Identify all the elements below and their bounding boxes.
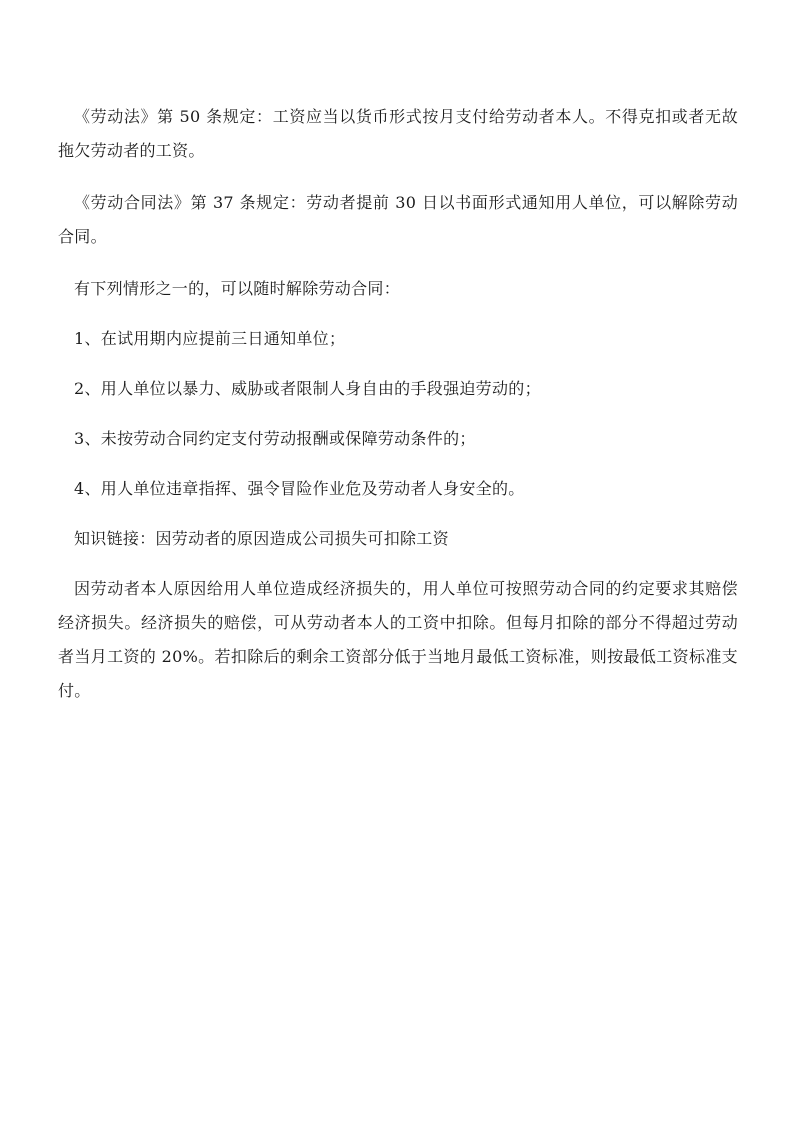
- list-item-2: 2、用人单位以暴力、威胁或者限制人身自由的手段强迫劳动的；: [74, 379, 541, 398]
- list-item-3: 3、未按劳动合同约定支付劳动报酬或保障劳动条件的；: [74, 429, 476, 448]
- list-item-1: 1、在试用期内应提前三日通知单位；: [74, 329, 346, 348]
- paragraph-wage-deduction: 因劳动者本人原因给用人单位造成经济损失的，用人单位可按照劳动合同的约定要求其赔偿经济损失。经济损失的赔偿，可从劳动者本人的工资中扣除。但每月扣除的部分不得超过劳动者当月工资的 20%。若扣除后的剩余工资部分低于当地月最低工资标准，则按最低工资标准支付。: [58, 579, 738, 700]
- paragraph-termination-intro: 有下列情形之一的，可以随时解除劳动合同：: [74, 279, 401, 298]
- paragraph-labor-law-article-50: 《劳动法》第 50 条规定：工资应当以货币形式按月支付给劳动者本人。不得克扣或者无故拖欠劳动者的工资。: [58, 107, 738, 160]
- knowledge-link-heading: 知识链接：因劳动者的原因造成公司损失可扣除工资: [74, 529, 449, 548]
- paragraph-labor-contract-law-article-37: 《劳动合同法》第 37 条规定：劳动者提前 30 日以书面形式通知用人单位，可以解除劳动合同。: [58, 193, 738, 246]
- list-item-4: 4、用人单位违章指挥、强令冒险作业危及劳动者人身安全的。: [74, 479, 525, 498]
- document-page: [58, 100, 738, 726]
